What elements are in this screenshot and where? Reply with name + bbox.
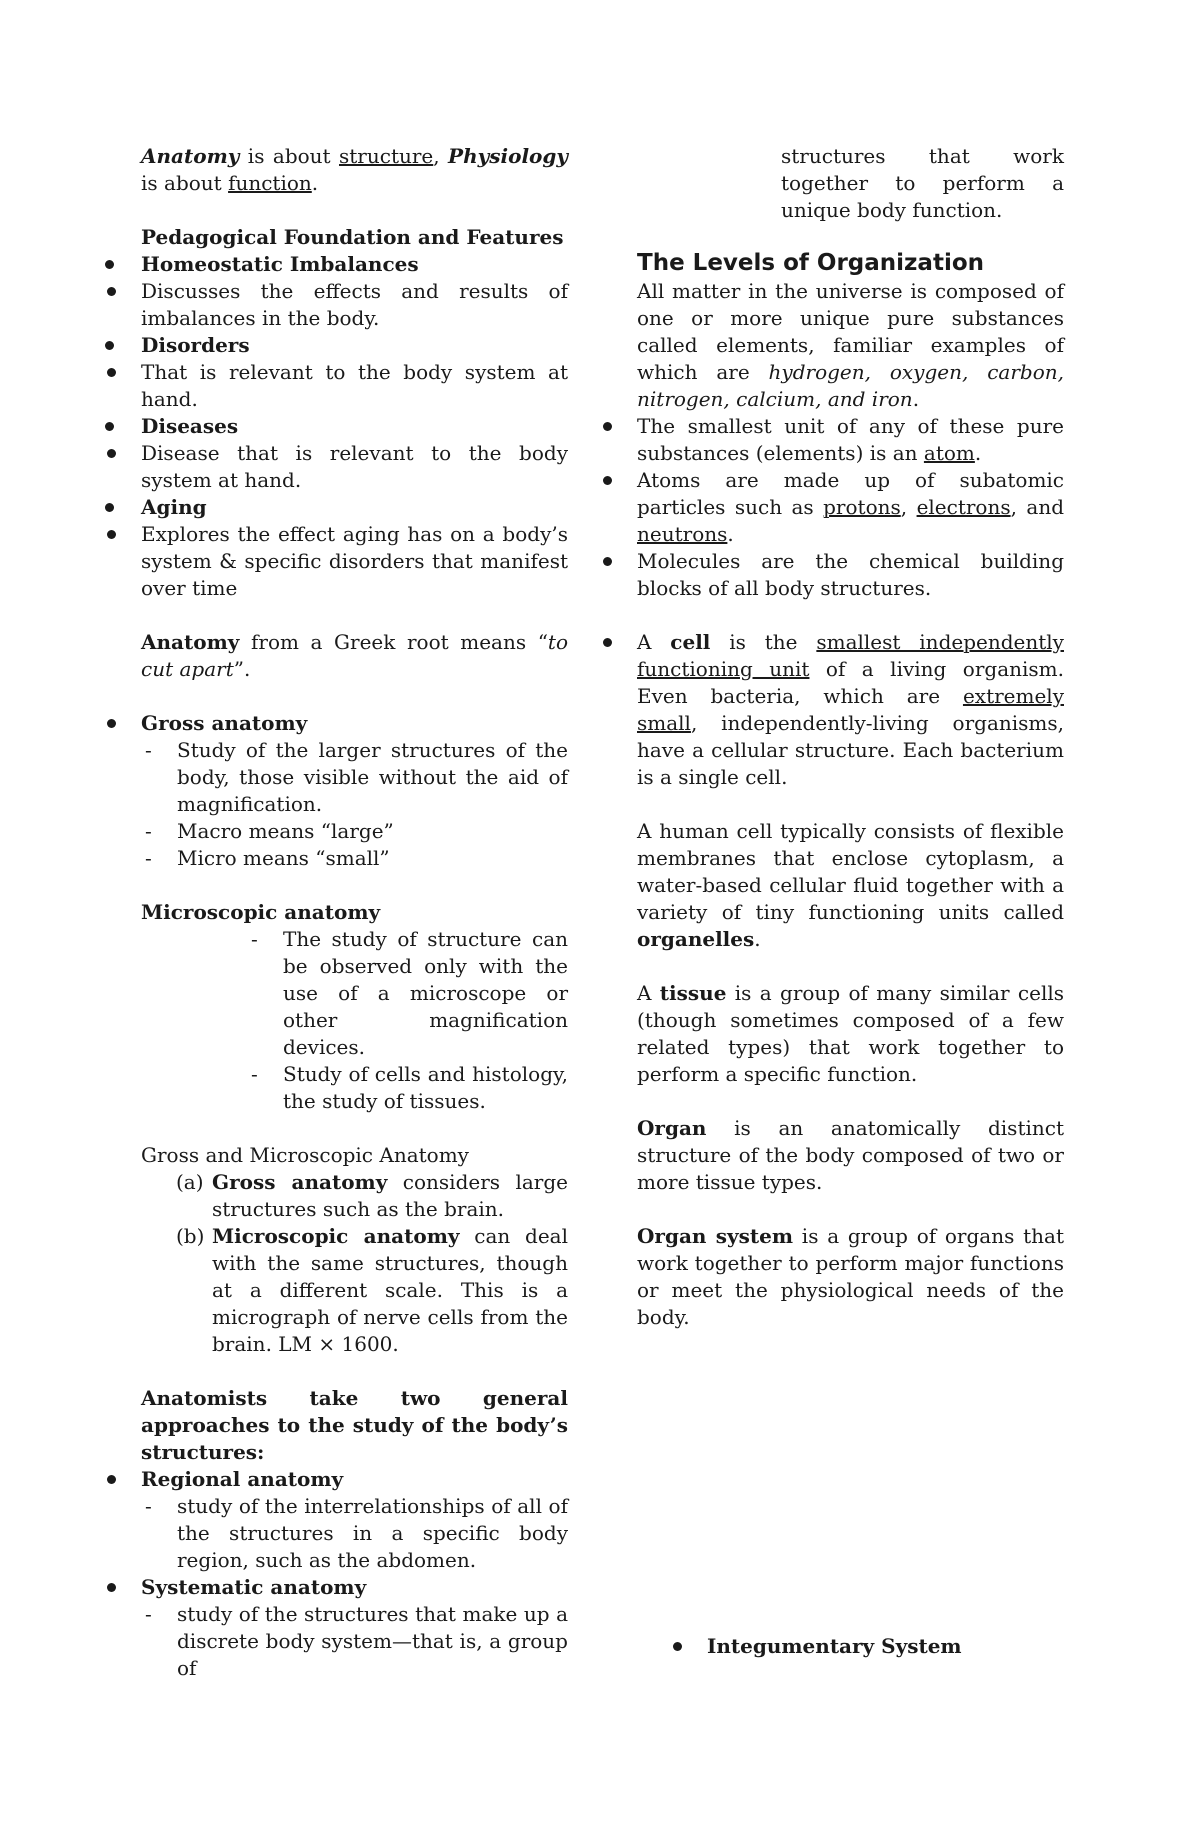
intro-text-2: , — [433, 144, 449, 168]
list-item: - study of the interrelationships of all of the structures in a specific body region, such as the abdomen. — [177, 1493, 568, 1574]
list-item: Disease that is relevant to the body system at hand. — [141, 441, 568, 492]
sep-1: , — [900, 495, 917, 519]
cell-term: cell — [670, 630, 711, 654]
pedagogical-list — [141, 251, 568, 602]
intro-text-1: is about — [239, 144, 339, 168]
list-item — [637, 629, 1064, 791]
list-item: - Study of the larger structures of the body, those visible without the aid of magnification. — [177, 737, 568, 818]
list-marker: (a) — [176, 1170, 204, 1194]
atom-end: . — [974, 441, 982, 465]
microscopic-heading — [141, 899, 568, 926]
organ-system-term: Organ system — [637, 1224, 794, 1248]
tissue-text-b: is a group of many similar cells (though sometimes composed of a few related types) that work together to perform a specific function. — [637, 981, 1064, 1086]
organelles-term: organelles — [637, 927, 755, 951]
list-item — [141, 1466, 568, 1574]
intro-text-3: is about — [141, 171, 229, 195]
sub-list — [141, 278, 568, 332]
intro-text-4: . — [311, 171, 319, 195]
cell-text-b: is the — [710, 630, 817, 654]
cell-text-c: of a living organism. Even bacteria, which are — [637, 657, 1064, 708]
list-item-title: Diseases — [141, 414, 239, 438]
neutrons-term: neutrons — [637, 522, 728, 546]
list-item: - The study of structure can be observed only with the use of a microscope or other magnification devices. — [283, 926, 568, 1061]
cell-paragraph — [637, 818, 1064, 953]
levels-heading: The Levels of Organization — [637, 250, 985, 276]
list-item — [176, 1223, 568, 1358]
intro-function: function — [228, 171, 312, 195]
atom-text: The smallest unit of any of these pure substances (elements) is an — [637, 414, 1064, 465]
approaches-list — [141, 1466, 568, 1682]
gross-micro-heading: Gross and Microscopic Anatomy — [141, 1143, 469, 1167]
list-item — [637, 413, 1064, 467]
matter-text-1: All matter in the universe is composed of one or more unique pure substances called elements, familiar examples of which are — [637, 279, 1064, 384]
matter-paragraph — [637, 278, 1064, 413]
pedagogical-heading — [141, 224, 568, 251]
sub-list — [141, 359, 568, 413]
gross-anatomy-dash-list — [141, 737, 568, 872]
gross-text: considers large structures such as the brain. — [212, 1170, 568, 1221]
sep-2: , and — [1010, 495, 1065, 519]
list-item — [141, 413, 568, 494]
greek-root-paragraph — [141, 629, 568, 683]
atom-term: atom — [923, 441, 975, 465]
greek-text-2: ”. — [233, 657, 251, 681]
list-item — [141, 332, 568, 413]
regional-dash-list — [141, 1493, 568, 1574]
pedagogical-heading-text: Pedagogical Foundation and Features — [141, 225, 564, 249]
list-item-title: Aging — [141, 495, 207, 519]
tissue-text-a: A — [637, 981, 660, 1005]
microscopic-heading-text: Microscopic anatomy — [141, 900, 381, 924]
right-column — [637, 143, 1064, 1331]
subatomic-text: Atoms are made up of subatomic particles such as — [637, 468, 1064, 519]
organ-system-text: is a group of organs that work together to perform major functions or meet the physiological needs of the body. — [637, 1224, 1064, 1329]
list-item: Explores the effect aging has on a body’s system & specific disorders that manifest over time — [141, 522, 568, 600]
left-column — [141, 143, 568, 1682]
tissue-paragraph — [637, 980, 1064, 1088]
continued-text: structures that work together to perform a unique body function. — [781, 144, 1064, 222]
list-item: - Macro means “large” — [177, 818, 568, 845]
intro-paragraph — [141, 143, 568, 197]
intro-structure: structure — [339, 144, 434, 168]
list-item: Molecules are the chemical building blocks of all body structures. — [637, 549, 1064, 600]
list-marker: (b) — [176, 1224, 205, 1248]
organ-term: Organ — [637, 1116, 707, 1140]
integumentary-list — [707, 1633, 1087, 1660]
list-item: - study of the structures that make up a discrete body system—that is, a group of — [177, 1601, 568, 1682]
integumentary-title: Integumentary System — [707, 1634, 962, 1658]
greek-quote: to cut apart — [141, 630, 568, 681]
list-item — [141, 494, 568, 602]
intro-physiology-term: Physiology — [448, 144, 568, 168]
levels-list — [637, 413, 1064, 602]
micro-text: can deal with the same structures, though at a different scale. This is a micrograph of nerve cells from the brain. LM × 1600. — [212, 1224, 568, 1356]
intro-anatomy-term: Anatomy — [141, 144, 240, 168]
greek-text-1: from a Greek root means “ — [239, 630, 548, 654]
list-item — [707, 1633, 1087, 1660]
list-item: - Micro means “small” — [177, 845, 568, 872]
micro-term: Microscopic anatomy — [212, 1224, 460, 1248]
list-item: - Study of cells and histology, the study of tissues. — [283, 1061, 568, 1115]
approaches-heading — [141, 1385, 568, 1466]
gross-anatomy-list — [141, 710, 568, 872]
list-item: Discusses the effects and results of imbalances in the body. — [141, 279, 568, 330]
cell-para-text: A human cell typically consists of flexible membranes that enclose cytoplasm, a water-based cellular fluid together with a variety of tiny functioning units called — [637, 819, 1064, 924]
gross-micro-list — [141, 1169, 568, 1358]
list-item-title: Disorders — [141, 333, 250, 357]
smallest-unit-term: smallest independently functioning unit — [637, 630, 1064, 681]
approaches-heading-text: Anatomists take two general approaches to the study of the body’s structures: — [141, 1386, 568, 1464]
cell-para-end: . — [754, 927, 761, 951]
gross-term: Gross anatomy — [212, 1170, 388, 1194]
list-item: That is relevant to the body system at hand. — [141, 360, 568, 411]
electrons-term: electrons — [916, 495, 1011, 519]
extremely-small-term: extremely small — [637, 684, 1064, 735]
matter-text-2: . — [912, 387, 920, 411]
sub-list — [141, 521, 568, 602]
cell-text-a: A — [637, 630, 671, 654]
list-item-title: Homeostatic Imbalances — [141, 252, 419, 276]
list-item — [141, 710, 568, 872]
cell-list — [637, 629, 1064, 791]
cell-text-d: , independently-living organisms, have a cellular structure. Each bacterium is a single cell. — [637, 711, 1064, 789]
sub-list — [141, 440, 568, 494]
gross-anatomy-title: Gross anatomy — [141, 711, 308, 735]
list-item — [637, 467, 1064, 548]
list-item — [141, 1574, 568, 1682]
systematic-title: Systematic anatomy — [141, 1575, 367, 1599]
organ-system-paragraph — [637, 1223, 1064, 1331]
list-item — [141, 251, 568, 332]
organ-paragraph — [637, 1115, 1064, 1196]
matter-examples: hydrogen, oxygen, carbon, nitrogen, calcium, and iron — [637, 360, 1064, 411]
greek-anatomy-term: Anatomy — [141, 630, 240, 654]
regional-title: Regional anatomy — [141, 1467, 344, 1491]
tissue-term: tissue — [659, 981, 727, 1005]
systematic-dash-list — [141, 1601, 568, 1682]
protons-term: protons — [823, 495, 901, 519]
list-item — [176, 1169, 568, 1223]
microscopic-list — [141, 926, 568, 1115]
organ-text: is an anatomically distinct structure of the body composed of two or more tissue types. — [637, 1116, 1064, 1194]
subatomic-end: . — [727, 522, 734, 546]
